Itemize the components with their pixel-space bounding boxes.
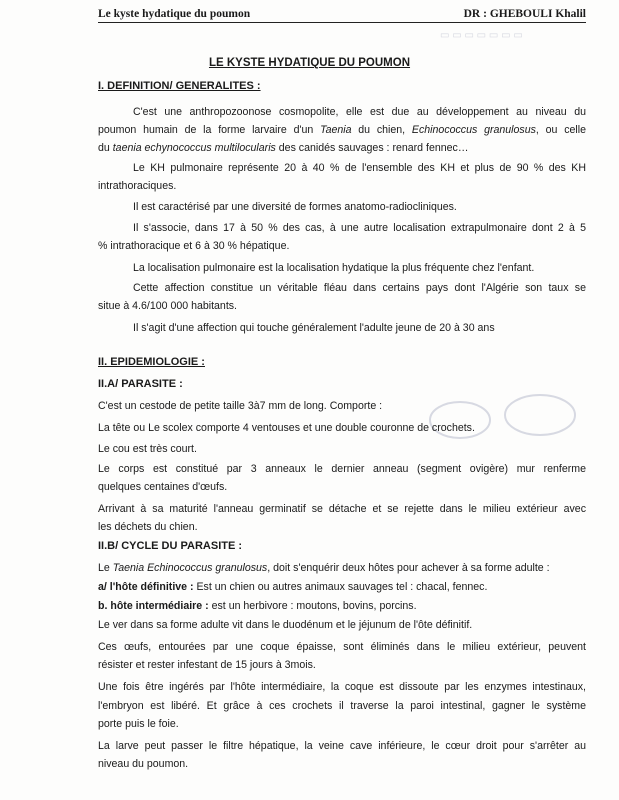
paragraph-line: l'embryon est libéré. Et grâce à ces crochets il traverse la paroi intestinal, gagner le système <box>98 700 586 712</box>
paragraph-line: C'est une anthropozoonose cosmopolite, elle est due au développement au niveau du <box>133 106 586 118</box>
paragraph-line: résister et rester infestant de 15 jours à 3mois. <box>98 659 316 671</box>
paragraph-line: b. hôte intermédiaire : est un herbivore : moutons, bovins, porcins. <box>98 600 417 612</box>
section-heading-epidemiologie: II. EPIDEMIOLOGIE : <box>98 356 205 368</box>
page-title: LE KYSTE HYDATIQUE DU POUMON <box>208 57 411 69</box>
paragraph-line: a/ l'hôte définitive : Est un chien ou autres animaux sauvages tel : chacal, fennec. <box>98 581 488 593</box>
paragraph-line: poumon humain de la forme larvaire d'un Taenia du chien, Echinococcus granulosus, ou celle <box>98 124 586 136</box>
paragraph-line: La tête ou Le scolex comporte 4 ventouses et une double couronne de crochets. <box>98 422 475 434</box>
running-header <box>98 8 586 23</box>
paragraph-line: Le KH pulmonaire représente 20 à 40 % de l'ensemble des KH et plus de 90 % des KH <box>133 162 586 174</box>
paragraph-line: intrathoraciques. <box>98 180 177 192</box>
paragraph-line: Le corps est constitué par 3 anneaux le dernier anneau (segment ovigère) mur renferme <box>98 463 586 475</box>
paragraph-line: Le ver dans sa forme adulte vit dans le duodénum et le jéjunum de l'ôte définitif. <box>98 619 473 631</box>
paragraph-line: Ces œufs, entourées par une coque épaisse, sont éliminés dans le milieu extérieur, peuvent <box>98 641 586 653</box>
paragraph-line: Cette affection constitue un véritable fléau dans certains pays dont l'Algérie son taux se <box>133 282 586 294</box>
paragraph-line: quelques centaines d'œufs. <box>98 481 228 493</box>
paragraph-line: Il est caractérisé par une diversité de formes anatomo-radiocliniques. <box>133 201 457 213</box>
paragraph-line: La larve peut passer le filtre hépatique, la veine cave inférieure, le cœur droit pour s'arrêter au <box>98 740 586 752</box>
paragraph-line: C'est un cestode de petite taille 3à7 mm de long. Comporte : <box>98 400 383 412</box>
paragraph-line: La localisation pulmonaire est la localisation hydatique la plus fréquente chez l'enfant. <box>133 262 535 274</box>
paragraph-line: porte puis le foie. <box>98 718 179 730</box>
paragraph-line: du taenia echynococcus multilocularis des canidés sauvages : renard fennec… <box>98 142 469 154</box>
paragraph-line: situe à 4.6/100 000 habitants. <box>98 300 238 312</box>
section-heading-definition: I. DEFINITION/ GENERALITES : <box>98 80 261 92</box>
paragraph-line: les déchets du chien. <box>98 521 198 533</box>
document-page: ▭ ▭ ▭ ▭ ▭ ▭ ▭ Le kyste hydatique du poumon DR : GHEBOULI Khalil LE KYSTE HYDATIQUE DU POUMON I. DEFINITION/ GENERALITES : C'est une anthropozoonose cosmopolite, elle est due au développement au niveau du poumon humain de la forme larvaire d'un Taenia du chien, Echinococcus granulosus, ou celle du taenia echynococcus multilocularis des canidés sauvages : renard fennec… Le KH pulmonaire représente 20 à 40 % de l'ensemble des KH et plus de 90 % des KH intrathoraciques. Il est caractérisé par une diversité de formes anatomo-radiocliniques. Il s'associe, dans 17 à 50 % des cas, à une autre localisation extrapulmonaire dont 2 à 5 % intrathoracique et 6 à 30 % hépatique. La localisation pulmonaire est la localisation hydatique la plus fréquente chez l'enfant. Cette affection constitue un véritable fléau dans certains pays dont l'Algérie son taux se situe à 4.6/100 000 habitants. Il s'agit d'une affection qui touche généralement l'adulte jeune de 20 à 30 ans II. EPIDEMIOLOGIE : II.A/ PARASITE : C'est un cestode de petite taille 3à7 mm de long. Comporte : La tête ou Le scolex comporte 4 ventouses et une double couronne de crochets. Le cou est très court. Le corps est constitué par 3 anneaux le dernier anneau (segment ovigère) mur renferme quelques centaines d'œufs. Arrivant à sa maturité l'anneau germinatif se détache et se rejette dans le milieu extérieur avec les déchets du chien. II.B/ CYCLE DU PARASITE : Le Taenia Echinococcus granulosus, doit s'enquérir deux hôtes pour achever à sa forme adulte : a/ l'hôte définitive : Est un chien ou autres animaux sauvages tel : chacal, fennec. b. hôte intermédiaire : est un herbivore : moutons, bovins, porcins. Le ver dans sa forme adulte vit dans le duodénum et le jéjunum de l'ôte définitif. Ces œufs, entourées par une coque épaisse, sont éliminés dans le milieu extérieur, peuvent résister et rester infestant de 15 jours à 3mois. Une fois être ingérés par l'hôte intermédiaire, la coque est dissoute par les enzymes intestinaux, l'embryon est libéré. Et grâce à ces crochets il traverse la paroi intestinal, gagner le système porte puis le foie. La larve peut passer le filtre hépatique, la veine cave inférieure, le cœur droit pour s'arrêter au niveau du poumon. <box>0 0 619 800</box>
paragraph-line: niveau du poumon. <box>98 758 189 770</box>
subsection-heading-parasite: II.A/ PARASITE : <box>98 378 183 390</box>
paragraph-line: Le Taenia Echinococcus granulosus, doit s'enquérir deux hôtes pour achever à sa forme adulte : <box>98 562 550 574</box>
paragraph-line: Il s'agit d'une affection qui touche généralement l'adulte jeune de 20 à 30 ans <box>133 322 495 334</box>
header-left: Le kyste hydatique du poumon <box>98 8 251 20</box>
subsection-heading-cycle: II.B/ CYCLE DU PARASITE : <box>98 540 243 552</box>
paragraph-line: % intrathoracique et 6 à 30 % hépatique. <box>98 240 290 252</box>
paragraph-line: Le cou est très court. <box>98 443 197 455</box>
paragraph-line: Il s'associe, dans 17 à 50 % des cas, à une autre localisation extrapulmonaire dont 2 à 5 <box>133 222 586 234</box>
paragraph-line: Arrivant à sa maturité l'anneau germinatif se détache et se rejette dans le milieu extérieur avec <box>98 503 586 515</box>
header-right: DR : GHEBOULI Khalil <box>463 8 586 20</box>
paragraph-line: Une fois être ingérés par l'hôte intermédiaire, la coque est dissoute par les enzymes intestinaux, <box>98 681 586 693</box>
